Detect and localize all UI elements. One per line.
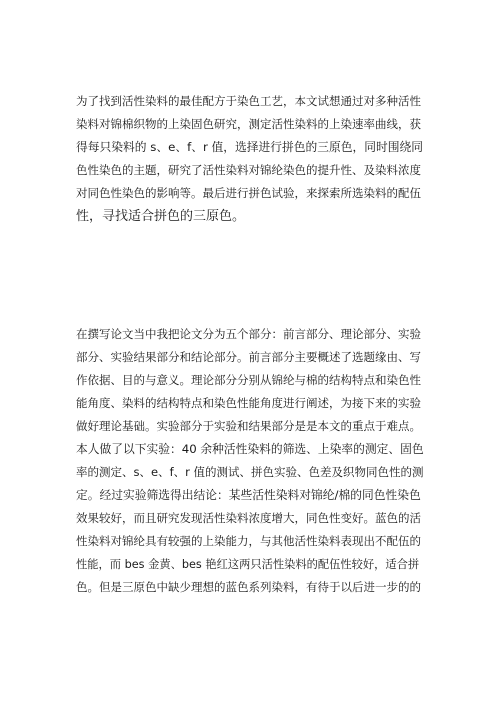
text-line: 性，寻找适合拼色的三原色。 bbox=[76, 209, 246, 224]
text-line: 定。经过实验筛选得出结论：某些活性染料对锦纶/棉的同色性染色 bbox=[76, 488, 421, 502]
text-line: 能角度、染料的结构特点和染色性能角度进行阐述，为接下来的实验 bbox=[76, 396, 421, 410]
text-line: 性能，而 bes 金黄、bes 艳红这两只活性染料的配伍性较好，适合拼 bbox=[76, 558, 420, 571]
text-line: 性染料对锦纶具有较强的上染能力，与其他活性染料表现出不配伍的 bbox=[76, 534, 421, 548]
text-line: 对同色性染色的影响等。最后进行拼色试验，来探索所选染料的配伍 bbox=[76, 186, 421, 200]
text-line: 作依据、目的与意义。理论部分分别从锦纶与棉的结构特点和染色性 bbox=[76, 373, 421, 387]
text-line: 在撰写论文当中我把论文分为五个部分：前言部分、理论部分、实验 bbox=[76, 327, 421, 341]
text-line: 染料对锦棉织物的上染固色研究，测定活性染料的上染速率曲线，获 bbox=[76, 117, 421, 131]
text-line: 部分、实验结果部分和结论部分。前言部分主要概述了选题缘由、写 bbox=[76, 350, 421, 364]
text-line: 为了找到活性染料的最佳配方于染色工艺，本文试想通过对多种活性 bbox=[76, 94, 421, 108]
paragraph-intro bbox=[76, 90, 426, 228]
paragraph-structure bbox=[76, 323, 426, 599]
text-line: 率的测定、s、e、f、r 值的测试、拼色实验、色差及织物同色性的测 bbox=[76, 465, 424, 479]
text-line: 效果较好，而且研究发现活性染料浓度增大，同色性变好。蓝色的活 bbox=[76, 511, 421, 525]
text-line: 做好理论基础。实验部分于实验和结果部分是是本文的重点于难点。 bbox=[76, 419, 421, 433]
text-line: 色。但是三原色中缺少理想的蓝色系列染料，有待于以后进一步的的 bbox=[76, 580, 421, 594]
text-line: 得每只染料的 s、e、f、r 值，选择进行拼色的三原色，同时围绕同 bbox=[76, 140, 424, 154]
text-line: 本人做了以下实验：40 余种活性染料的筛选、上染率的测定、固色 bbox=[76, 442, 424, 456]
text-line: 色性染色的主题，研究了活性染料对锦纶染色的提升性、及染料浓度 bbox=[76, 163, 421, 177]
